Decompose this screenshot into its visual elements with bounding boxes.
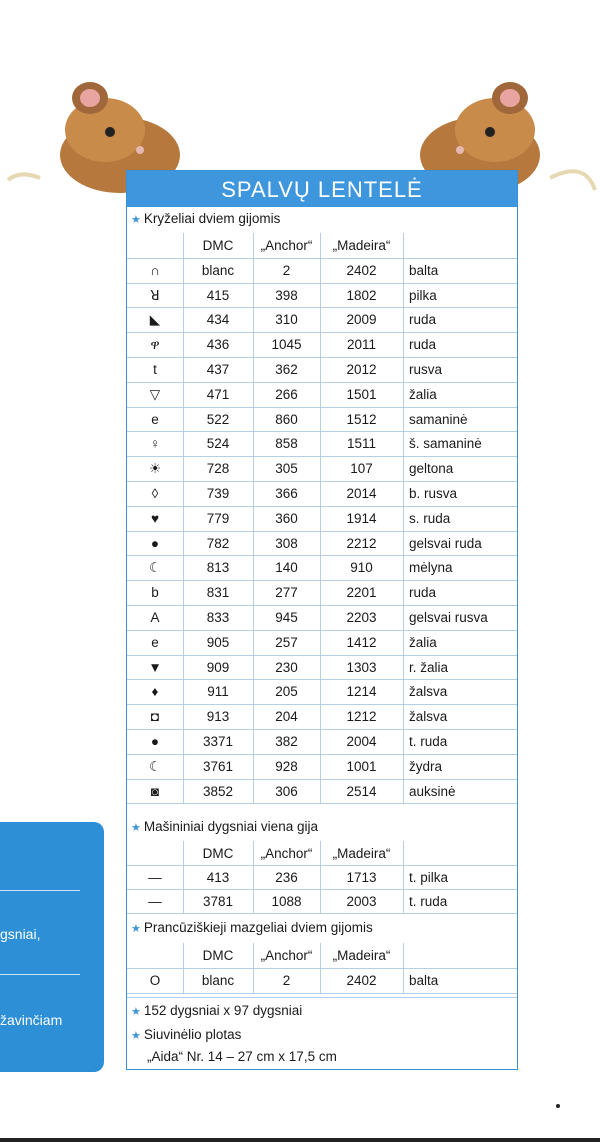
cell-anchor: 860 (275, 411, 298, 427)
stitch-count: 152 dygsniai x 97 dygsniai (143, 1003, 303, 1018)
cell-name: t. pilka (409, 870, 449, 885)
cell-madeira: 910 (350, 560, 373, 576)
symbol-icon: b (151, 585, 159, 601)
cell-madeira: 2009 (346, 312, 377, 328)
column-header-dmc: DMC (202, 238, 234, 253)
cell-name: balta (409, 262, 439, 278)
symbol-icon: — (148, 870, 162, 885)
symbol-icon: ● (150, 734, 160, 749)
cell-name: žalsva (409, 684, 448, 700)
column-header-madeira: „Madeira“ (332, 238, 391, 253)
cell-anchor: 945 (275, 610, 298, 625)
symbol-icon: ♀ (149, 436, 161, 452)
cell-madeira: 2514 (346, 783, 377, 799)
symbol-icon: t (153, 362, 157, 377)
cell-dmc: 471 (206, 386, 230, 402)
cell-madeira: 2004 (346, 734, 377, 749)
cell-dmc: 434 (206, 312, 230, 328)
cell-name: r. žalia (409, 659, 449, 675)
cell-name: samaninė (409, 411, 468, 427)
cell-dmc: 3781 (202, 894, 234, 909)
cell-dmc: 3852 (202, 783, 234, 799)
cell-name: žalia (409, 634, 437, 650)
symbol-icon: ▽ (149, 386, 161, 402)
cell-name: ruda (409, 312, 437, 328)
cell-anchor: 236 (275, 870, 298, 885)
cell-anchor: 362 (275, 362, 298, 377)
cell-dmc: 909 (206, 659, 230, 675)
cell-madeira: 107 (350, 461, 373, 477)
divider (0, 974, 80, 975)
symbol-icon: ∩ (150, 262, 160, 278)
symbol-icon: ☀ (148, 461, 162, 477)
cell-madeira: 1001 (346, 758, 377, 774)
cell-anchor: 2 (282, 973, 291, 988)
cell-anchor: 858 (275, 436, 298, 452)
symbol-icon: ◊ (151, 486, 159, 501)
symbol-icon: ● (150, 535, 160, 551)
cell-madeira: 2201 (346, 585, 377, 601)
panel-text-1: gsniai, (0, 926, 41, 942)
symbol-icon: — (148, 894, 162, 909)
cell-anchor: 230 (275, 659, 298, 675)
section-machine-heading (131, 819, 318, 834)
cell-madeira: 2402 (346, 973, 377, 988)
cell-madeira: 2203 (346, 610, 377, 625)
cell-name: geltona (409, 461, 454, 477)
cell-name: ruda (409, 337, 437, 353)
cell-dmc: blanc (201, 262, 235, 278)
cell-name: gelsvai ruda (409, 535, 482, 551)
area-label: Siuvinėlio plotas (143, 1027, 242, 1042)
cell-anchor: 257 (275, 634, 298, 650)
cell-dmc: 437 (206, 362, 230, 377)
cell-dmc: 3761 (202, 758, 234, 774)
section-french-label: Prancūziškieji mazgeliai dviem gijomis (143, 920, 373, 935)
symbol-icon: ◙ (150, 783, 160, 799)
cell-madeira: 1212 (346, 709, 377, 725)
section-machine-label: Mašininiai dygsniai viena gija (143, 819, 318, 834)
column-divider (403, 233, 404, 803)
cell-dmc: 833 (206, 610, 230, 625)
cell-madeira: 2212 (346, 535, 377, 551)
cell-name: š. samaninė (409, 436, 482, 452)
cell-dmc: 782 (206, 535, 230, 551)
cell-name: pilka (409, 287, 437, 303)
cell-name: s. ruda (409, 510, 451, 526)
cell-anchor: 305 (275, 461, 298, 477)
symbol-icon: A (150, 610, 160, 625)
row-divider (127, 803, 517, 804)
cell-name: žalia (409, 386, 437, 402)
cell-anchor: 306 (275, 783, 298, 799)
symbol-icon: ▼ (148, 659, 162, 675)
cell-anchor: 360 (275, 510, 298, 526)
cell-madeira: 1914 (346, 510, 377, 526)
star-icon: ★ (131, 1006, 141, 1018)
area-value: „Aida“ Nr. 14 – 27 cm x 17,5 cm (147, 1049, 337, 1064)
column-header-anchor: „Anchor“ (260, 238, 313, 253)
panel-text-2: žavinčiam (0, 1012, 63, 1028)
cell-madeira: 1802 (346, 287, 377, 303)
symbol-icon: ♦ (151, 684, 159, 700)
stitch-count-note (131, 1003, 302, 1018)
cell-anchor: 266 (275, 386, 298, 402)
cell-dmc: 413 (206, 870, 230, 885)
cell-anchor: 205 (275, 684, 298, 700)
cell-dmc: 779 (206, 510, 230, 526)
cell-anchor: 1088 (271, 894, 302, 909)
column-header-anchor: „Anchor“ (260, 846, 313, 861)
cell-name: rusva (409, 362, 443, 377)
cell-anchor: 140 (275, 560, 298, 576)
cell-madeira: 1512 (346, 411, 377, 427)
cell-name: t. ruda (409, 734, 448, 749)
symbol-icon: e (151, 411, 159, 427)
symbol-icon: ♥ (150, 510, 159, 526)
cell-anchor: 366 (275, 486, 298, 501)
cell-name: ruda (409, 585, 437, 601)
cell-dmc: 739 (206, 486, 230, 501)
cell-anchor: 310 (275, 312, 298, 328)
cell-name: auksinė (409, 783, 456, 799)
section-cross-label: Kryželiai dviem gijomis (143, 211, 281, 226)
cell-madeira: 2011 (346, 337, 377, 353)
cell-anchor: 308 (275, 535, 298, 551)
divider (0, 890, 80, 891)
cell-dmc: 436 (206, 337, 230, 353)
symbol-icon: ዋ (150, 337, 160, 353)
cell-madeira: 1214 (346, 684, 377, 700)
star-icon: ★ (131, 923, 141, 935)
cell-name: balta (409, 973, 439, 988)
column-header-madeira: „Madeira“ (332, 846, 391, 861)
star-icon: ★ (131, 214, 141, 226)
cell-dmc: 415 (206, 287, 230, 303)
symbol-icon: ☾ (148, 758, 162, 774)
cell-madeira: 2003 (346, 894, 377, 909)
cell-dmc: 3371 (202, 734, 234, 749)
side-panel (0, 822, 104, 1072)
column-header-dmc: DMC (202, 948, 234, 963)
cell-madeira: 2402 (346, 262, 377, 278)
column-divider (403, 841, 404, 913)
cell-name: mėlyna (409, 560, 453, 576)
row-divider (127, 913, 517, 914)
cell-name: žydra (409, 758, 443, 774)
cell-dmc: blanc (201, 973, 235, 988)
cell-dmc: 905 (206, 634, 230, 650)
cell-dmc: 831 (206, 585, 230, 601)
page-dot (556, 1104, 560, 1108)
cell-madeira: 1412 (346, 634, 377, 650)
symbol-icon: ◘ (150, 709, 160, 725)
cell-anchor: 928 (275, 758, 298, 774)
section-french-heading (131, 920, 373, 935)
cell-dmc: 728 (206, 461, 230, 477)
cell-anchor: 204 (275, 709, 298, 725)
column-header-dmc: DMC (202, 846, 234, 861)
area-note (131, 1027, 241, 1042)
cell-anchor: 277 (275, 585, 298, 601)
section-cross-heading (131, 211, 280, 226)
row-divider (127, 993, 517, 994)
column-header-anchor: „Anchor“ (260, 948, 313, 963)
divider (127, 997, 517, 998)
cell-anchor: 1045 (271, 337, 302, 353)
symbol-icon: ꓤ (150, 287, 160, 303)
cell-name: t. ruda (409, 894, 448, 909)
symbol-icon: ☾ (148, 560, 162, 576)
cell-dmc: 522 (206, 411, 230, 427)
cell-name: b. rusva (409, 486, 458, 501)
color-table-card (126, 170, 518, 1070)
symbol-icon: e (151, 634, 159, 650)
cell-name: gelsvai rusva (409, 610, 488, 625)
cell-dmc: 524 (206, 436, 230, 452)
symbol-icon: ◣ (149, 312, 161, 328)
star-icon: ★ (131, 1030, 141, 1042)
cell-dmc: 913 (206, 709, 230, 725)
cell-name: žalsva (409, 709, 448, 725)
cell-anchor: 2 (282, 262, 291, 278)
bottom-edge (0, 1138, 600, 1142)
cell-madeira: 2012 (346, 362, 377, 377)
cell-madeira: 1501 (346, 386, 377, 402)
page-title: SPALVŲ LENTELĖ (127, 171, 517, 207)
cell-madeira: 1713 (346, 870, 377, 885)
cell-anchor: 398 (275, 287, 298, 303)
symbol-icon: O (149, 973, 161, 988)
cell-dmc: 911 (207, 684, 229, 700)
cell-madeira: 2014 (346, 486, 377, 501)
star-icon: ★ (131, 822, 141, 834)
cell-dmc: 813 (206, 560, 230, 576)
cell-madeira: 1511 (346, 436, 377, 452)
cell-madeira: 1303 (346, 659, 377, 675)
cell-anchor: 382 (275, 734, 298, 749)
column-header-madeira: „Madeira“ (332, 948, 391, 963)
